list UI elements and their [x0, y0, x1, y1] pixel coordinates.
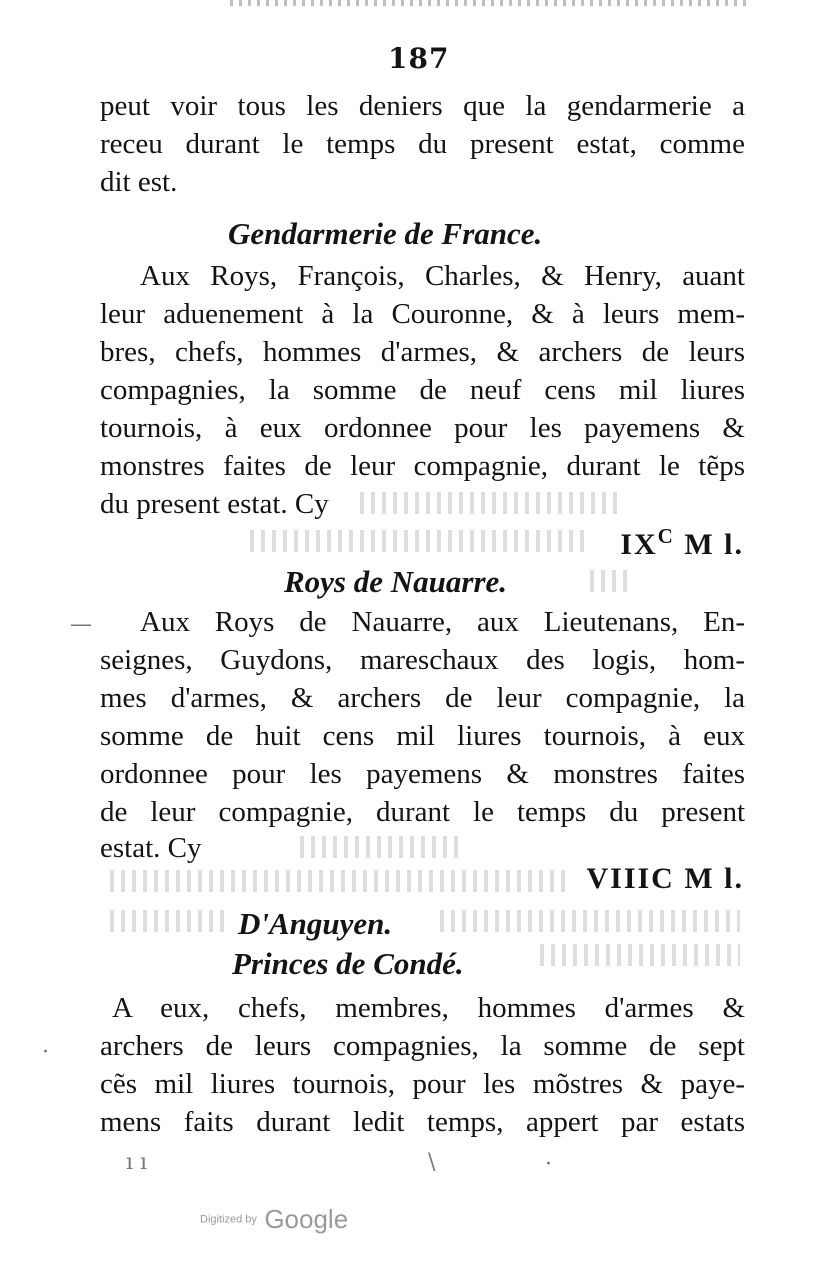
text-line: compagnies, la somme de neuf cens mil liures: [100, 374, 745, 406]
margin-mark: \: [428, 1150, 436, 1175]
text-line: dit est.: [100, 166, 178, 198]
text-line: estat. Cy: [100, 832, 202, 864]
text-line: Aux Roys de Nauarre, aux Lieutenans, En-: [140, 606, 745, 638]
show-through-bleed: [360, 492, 620, 514]
text-line: mens faits durant ledit temps, appert par estats: [100, 1106, 745, 1138]
text-line: du present estat. Cy: [100, 488, 329, 520]
section-heading: Roys de Nauarre.: [284, 564, 508, 599]
section-subheading: Princes de Condé.: [232, 946, 464, 981]
text-line: peut voir tous les deniers que la gendarmerie a: [100, 90, 745, 122]
margin-mark: —: [70, 612, 92, 637]
sum-superscript: C: [657, 524, 675, 548]
page-edge-shadow: [230, 0, 750, 6]
text-line: tournois, à eux ordonnee pour les payemens &: [100, 412, 745, 444]
text-line: bres, chefs, hommes d'armes, & archers de leurs: [100, 336, 745, 368]
section-heading: Gendarmerie de France.: [228, 216, 543, 251]
page-number: 187: [388, 42, 450, 75]
sum-unit: M l.: [684, 528, 744, 561]
digitized-by-google-watermark: [200, 1204, 348, 1235]
text-line: leur aduenement à la Couronne, & à leurs mem-: [100, 298, 745, 330]
show-through-bleed: [540, 944, 740, 966]
show-through-bleed: [250, 530, 590, 552]
text-line: receu durant le temps du present estat, comme: [100, 128, 745, 160]
digitized-by-label: Digitized by: [200, 1213, 257, 1226]
sum-amount: VIIIC M l.: [586, 862, 744, 895]
show-through-bleed: [590, 570, 630, 592]
sum-amount: [620, 524, 744, 562]
text-line: Aux Roys, François, Charles, & Henry, auant: [140, 260, 745, 292]
text-line: cẽs mil liures tournois, pour les mõstres & paye-: [100, 1068, 745, 1100]
text-line: A eux, chefs, membres, hommes d'armes &: [112, 992, 745, 1024]
margin-mark: ı ı: [126, 1150, 148, 1175]
text-line: monstres faites de leur compagnie, durant le tẽps: [100, 450, 745, 482]
text-line: somme de huit cens mil liures tournois, à eux: [100, 720, 745, 752]
text-line: mes d'armes, & archers de leur compagnie, la: [100, 682, 745, 714]
google-logo: Google: [264, 1204, 349, 1234]
show-through-bleed: [110, 910, 230, 932]
show-through-bleed: [440, 910, 740, 932]
text-line: de leur compagnie, durant le temps du present: [100, 796, 745, 828]
show-through-bleed: [110, 870, 570, 892]
show-through-bleed: [300, 836, 460, 858]
text-line: ordonnee pour les payemens & monstres faites: [100, 758, 745, 790]
section-heading: D'Anguyen.: [238, 906, 393, 941]
text-line: seignes, Guydons, mareschaux des logis, hom-: [100, 644, 745, 676]
text-line: archers de leurs compagnies, la somme de sept: [100, 1030, 745, 1062]
margin-mark: ·: [42, 1040, 49, 1065]
margin-mark: ·: [545, 1152, 552, 1177]
sum-numeral: IX: [620, 528, 658, 561]
